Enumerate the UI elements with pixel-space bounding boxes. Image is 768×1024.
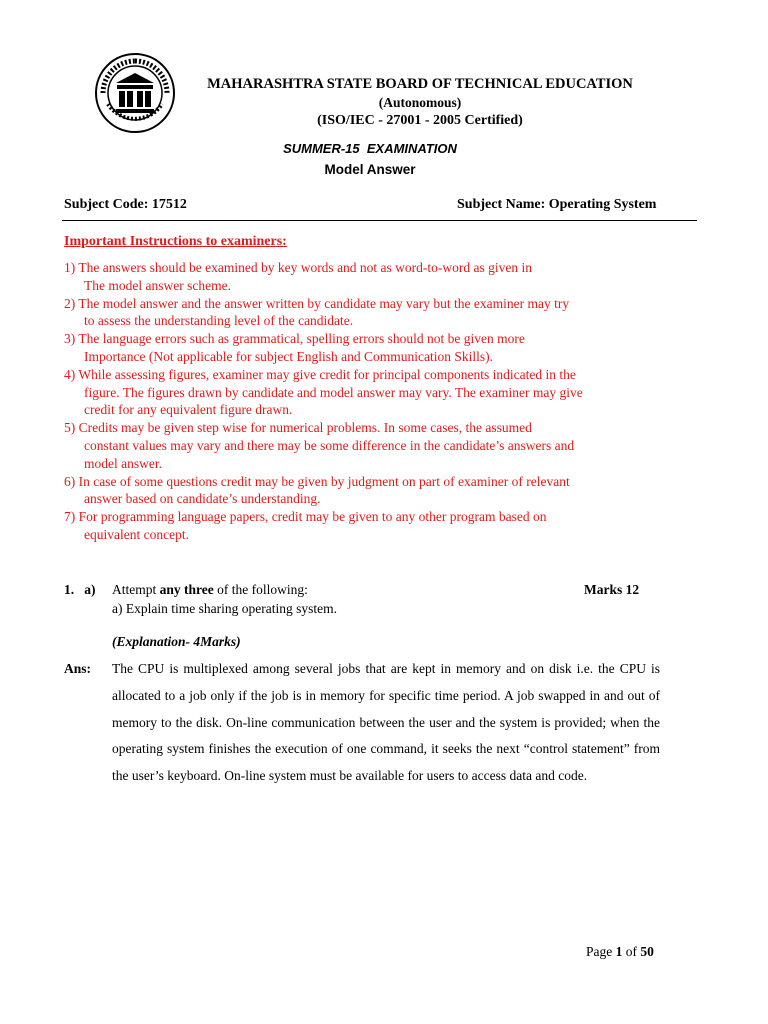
instruction-item: 5) Credits may be given step wise for numerical problems. In some cases, the assumed constant values may vary and there may be some difference in the candidate’s answers and model answer. [64, 420, 575, 471]
instruction-item: 6) In case of some questions credit may be given by judgment on part of examiner of relevant answer based on candidate’s understanding. [64, 473, 570, 507]
question-marks: Marks 12 [584, 582, 640, 597]
instruction-item: 7) For programming language papers, credit may be given to any other program based on equivalent concept. [64, 509, 547, 542]
subject-name: Subject Name: Operating System [457, 197, 657, 212]
instructions-title: Important Instructions to examiners: [64, 234, 287, 249]
instruction-item: 4) While assessing figures, examiner may give credit for principal components indicated in the figure. The figures drawn by candidate and model answer may vary. The examiner may give credit for any equivalent figure drawn. [64, 366, 583, 418]
autonomous-label: (Autonomous) [378, 95, 462, 110]
msbte-logo-icon [94, 52, 176, 134]
answer-text: The CPU is multiplexed among several jobs that are kept in memory and on disk i.e. the CPU is allocated to a job only if the job is in memory for specific time period. A job swapped in and out of memory to the disk. On-line communication between the user and the system is provided; when the operating system finishes the execution of one command, it seeks the next “control statement” from the user’s keyboard. On-line system must be available for users to access data and code. [112, 661, 660, 784]
divider [62, 220, 697, 221]
board-title: MAHARASHTRA STATE BOARD OF TECHNICAL EDUCATION [207, 76, 633, 92]
question-number: 1. a) [64, 582, 96, 597]
certification-label: (ISO/IEC - 27001 - 2005 Certified) [317, 113, 523, 128]
instructions-list [64, 259, 684, 544]
instruction-item: 2) The model answer and the answer written by candidate may vary but the examiner may try to assess the understanding level of the candidate. [64, 295, 570, 329]
question-text: Attempt any three of the following: [112, 582, 308, 597]
subject-code: Subject Code: 17512 [64, 197, 187, 212]
exam-title: SUMMER-15 EXAMINATION [283, 141, 457, 156]
page-number: Page 1 of 50 [586, 944, 654, 959]
model-answer-title: Model Answer [324, 162, 416, 177]
explanation-marks: (Explanation- 4Marks) [112, 634, 241, 649]
answer-label: Ans: [64, 661, 92, 676]
instruction-item: 3) The language errors such as grammatical, spelling errors should not be given more Importance (Not applicable for subject English and Communication Skills). [64, 331, 525, 364]
instruction-item: 1) The answers should be examined by key words and not as word-to-word as given in The model answer scheme. [64, 260, 533, 293]
sub-question: a) Explain time sharing operating system. [112, 601, 337, 616]
